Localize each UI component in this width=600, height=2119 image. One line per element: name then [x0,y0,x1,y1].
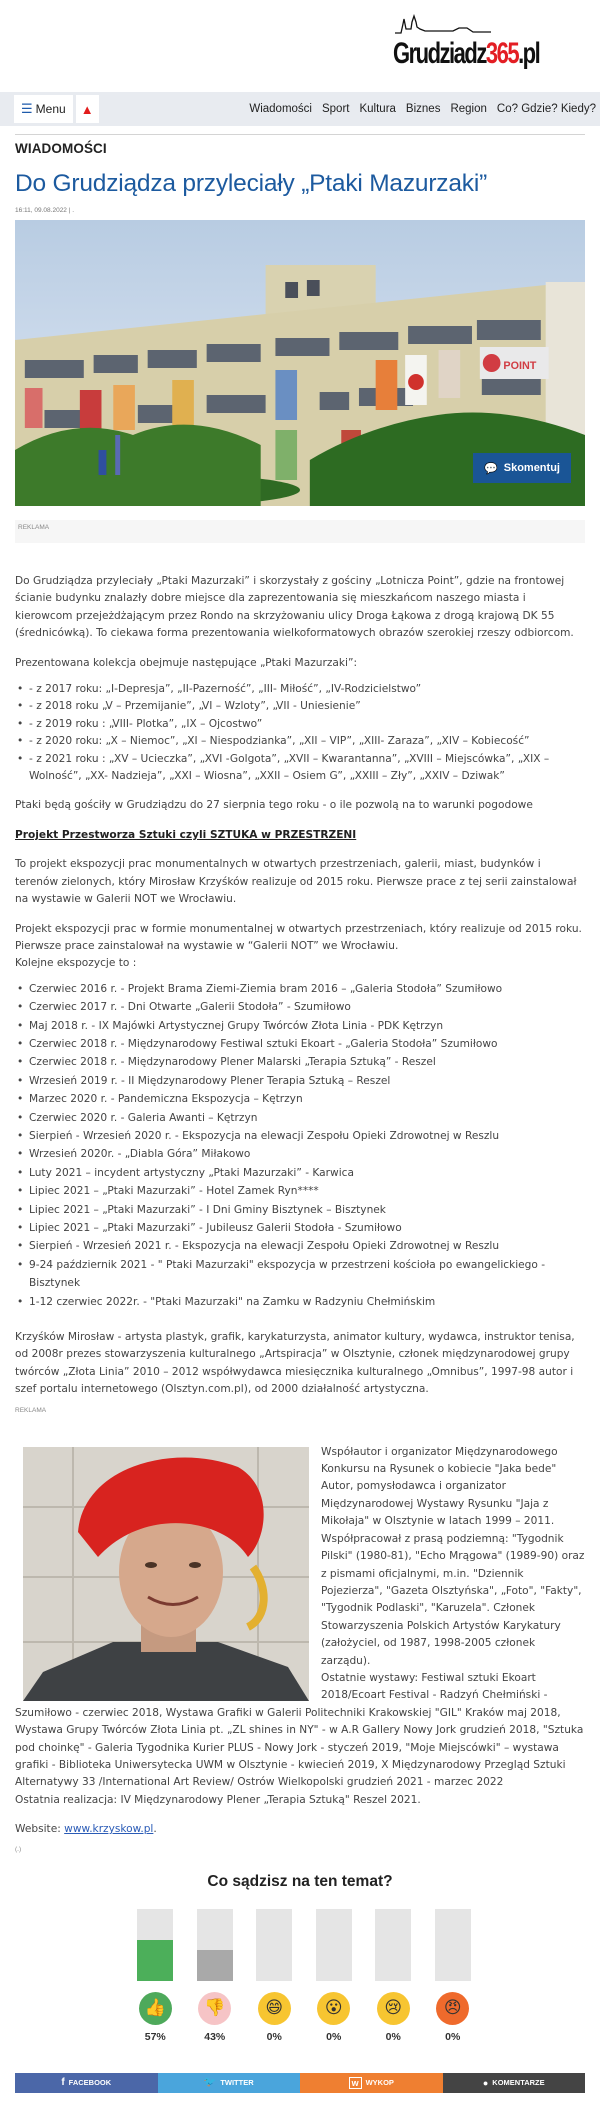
website-label: Website: [15,1823,65,1836]
list-item: • - z 2017 roku: „I-Depresja”, „II-Pazerność”, „III- Miłość”, „IV-Rodzicielstwo” [29,681,585,698]
logo-text: Grudziadz365.pl [393,36,540,70]
website-link[interactable]: www.krzyskow.pl [64,1823,154,1836]
share-wykop-button[interactable] [300,2073,443,2093]
crying-face-icon[interactable]: 😢 [377,1992,410,2025]
share-label: TWITTER [220,2078,254,2088]
site-header [0,0,600,92]
website-line [15,1821,585,1838]
nav-link-kultura[interactable]: Kultura [359,103,396,115]
nav-links [239,92,596,126]
last-realization: Ostatnia realizacja: IV Międzynarodowy Plener „Terapia Sztuką" Reszel 2021. [15,1793,421,1806]
poll-bar [375,1909,411,1981]
section-label[interactable]: WIADOMOŚCI [15,141,107,156]
nav-link-region[interactable]: Region [450,103,487,115]
project-heading: Projekt Przestworza Sztuki czyli SZTUKA w PRZESTRZENI [15,828,357,841]
svg-text:POINT: POINT [503,359,537,373]
list-item: • Lipiec 2021 – „Ptaki Mazurzaki” - Jubileusz Galerii Stodoła - Szumiłowo [29,1219,585,1237]
poll-bar [256,1909,292,1981]
dates-note: Ptaki będą gościły w Grudziądzu do 27 sierpnia tego roku - o ile pozwolą na to warunki pogodowe [15,799,533,812]
project-line: Kolejne ekspozycje to : [15,957,137,970]
list-item: • Czerwiec 2020 r. - Galeria Awanti – Kętrzyn [29,1109,585,1127]
article-body [15,573,585,1399]
poll-bar [435,1909,471,1981]
nav-link-co-gdzie-kiedy[interactable]: Co? Gdzie? Kiedy? [496,103,596,115]
hamburger-icon: ☰ [21,101,33,116]
share-label: KOMENTARZE [492,2078,545,2088]
exhibitions-list [15,980,585,1311]
bio-exhibitions: Ostatnie wystawy: Festiwal sztuki Ekoart 2018/Ecoart Festival - Radzyń Chełmiński - Szumiłowo - czerwiec 2018, Wystawa Grafiki w Galerii Politechniki Krakowskiej "GIL" Kraków maj 2018, Wystawa Grupy Twórców Złota Linia pt. „ZL shines in NY" - w A.R Gallery Nowy Jork grudzień 2018, "Sztuka pod choinkę" - Galeria Tygodnika Kurier PLUS - Nowy Jork - styczeń 2019, "Moje Miejscówki" – wystawa grafiki - Biblioteka Uniwersytecka UWM w Olsztynie - kwiecień 2019, X Międzynarodowy Przegląd Sztuki Alternatywy 33 /International Art Review/ Ostrów Wielkopolski grudzień 2021 - marzec 2022 [15,1671,584,1789]
list-item: • Czerwiec 2018 r. - Międzynarodowy Festiwal sztuki Ekoart - „Galeria Stodoła” Szumiłowo [29,1035,585,1053]
list-item: • Czerwiec 2016 r. - Projekt Brama Ziemi-Ziemia bram 2016 – „Galeria Stodoła” Szumiłowo [29,980,585,998]
list-item: • 1-12 czerwiec 2022r. - "Ptaki Mazurzaki" na Zamku w Radzyniu Chełmińskim [29,1293,585,1311]
poll-bar-fill [197,1950,233,1981]
list-item: • Sierpień - Wrzesień 2020 r. - Ekspozycja na elewacji Zespołu Opieki Zdrowotnej w Reszlu [29,1127,585,1145]
artist-bio: Krzyśków Mirosław - artysta plastyk, grafik, karykaturzysta, animator kultury, wydawca, instruktor tenisa, od 2008r prezes stowarzyszenia kulturalnego „Artspiracja” w Olsztynie, członek międzynarodowej grupy twórców „Złota Linia” 2010 – 2012 współwydawca miesięcznika kulturalnego „Omnibus”, 1997-98 autor i szef portalu internetowego (Olsztyn.com.pl), od 2000 działalność artystyczna. [15,1331,575,1396]
divider [15,134,585,135]
facebook-icon: f [61,2077,65,2089]
project-line: Projekt ekspozycji prac w formie monumentalnej w otwartych przestrzeniach, który realizuje od 2015 roku. [15,922,582,935]
poll-item-haha[interactable] [245,1909,305,2043]
menu-label: Menu [35,102,66,116]
thumbs-up-icon[interactable]: 👍 [139,1992,172,2025]
project-line: Pierwsze prace zainstalował na wystawie w “Galerii NOT” we Wrocławiu. [15,939,399,952]
list-item: • - z 2021 roku : „XV – Ucieczka”, „XVI -Golgota”, „XVII – Kwarantanna”, „XVIII – Miejscówka”, „XIX – Wolność”, „XX- Nadzieja”, „XXI – Wiosna”, „XXII – Osiem G”, „XXIII – Zły”, „XXIV – Dziwak” [29,751,585,786]
list-item: • Wrzesień 2019 r. - II Międzynarodowy Plener Terapia Sztuką – Reszel [29,1072,585,1090]
article-meta: 16:11, 09.08.2022 | . [15,207,75,214]
poll-percent: 0% [266,2030,282,2043]
poll-bar [316,1909,352,1981]
nav-link-sport[interactable]: Sport [321,103,350,115]
list-item: • Maj 2018 r. - IX Majówki Artystycznej Grupy Twórców Złota Linia - PDK Kętrzyn [29,1017,585,1035]
bio-section [15,1444,585,1810]
poll-title: Co sądzisz na ten temat? [207,1872,393,1890]
poll-bar [137,1909,173,1981]
twitter-icon: 🐦 [203,2077,217,2089]
ad-placeholder [15,520,585,543]
poll-percent: 0% [385,2030,401,2043]
share-facebook-button[interactable] [15,2073,158,2093]
poll-percent: 0% [326,2030,342,2043]
list-item: • Wrzesień 2020r. - „Diabla Góra” Miłakowo [29,1145,585,1163]
castle-skyline-icon [393,14,493,36]
list-item: • Lipiec 2021 – „Ptaki Mazurzaki” - I Dni Gminy Bisztynek – Bisztynek [29,1201,585,1219]
poll-bar-fill [137,1940,173,1981]
artist-portrait [23,1447,309,1701]
comment-icon: ● [482,2077,489,2088]
website-after: . [153,1823,157,1836]
share-label: WYKOP [365,2078,394,2088]
menu-button[interactable] [14,95,73,123]
article-title: Do Grudziądza przyleciały „Ptaki Mazurzaki” [15,170,488,197]
main-navbar [0,92,600,126]
share-bar [15,2073,585,2093]
list-item: • Lipiec 2021 – „Ptaki Mazurzaki” - Hotel Zamek Ryn**** [29,1182,585,1200]
thumbs-down-icon[interactable]: 👎 [198,1992,231,2025]
list-item: • Luty 2021 – incydent artystyczny „Ptaki Mazurzaki” - Karwica [29,1164,585,1182]
nav-link-wiadomosci[interactable]: Wiadomości [249,103,312,115]
portrait-photo [23,1447,309,1701]
collection-intro: Prezentowana kolekcja obejmuje następujące „Ptaki Mazurzaki”: [15,656,358,669]
poll-bar [197,1909,233,1981]
comment-button[interactable] [473,453,571,483]
comment-button-label: Skomentuj [503,462,560,474]
list-item: • - z 2018 roku „V – Przemijanie”, „VI – Wzloty”, „VII - Uniesienie” [29,698,585,715]
intro-paragraph: Do Grudziądza przyleciały „Ptaki Mazurzaki” i skorzystały z gościny „Lotnicza Point”, gdzie na frontowej ścianie budynku znalazły dobre miejsce dla zaprezentowania się mieszkańcom naszego miasta i kierowcom przejeżdżającym przez Rondo na skrzyżowaniu ulicy Droga Łąkowa z drogą krajową DK 55 (średnicówką). To ciekawa forma prezentowania wielkoformatowych obrazów szerokiej rzeszy odbiorcom. [15,575,574,640]
poll-item-sad[interactable] [364,1909,424,2043]
list-item: • Marzec 2020 r. - Pandemiczna Ekspozycja – Kętrzyn [29,1090,585,1108]
share-label: FACEBOOK [68,2078,112,2088]
poll-item-like[interactable] [126,1909,186,2043]
list-item: • 9-24 październik 2021 - " Ptaki Mazurzaki" ekspozycja w przestrzeni kościoła po ewangelickiego - Bisztynek [29,1256,585,1293]
speech-bubble-icon: 💬 [484,462,498,475]
poll-item-angry[interactable] [423,1909,483,2043]
nav-link-biznes[interactable]: Biznes [405,103,441,115]
laughing-face-icon[interactable]: 😄 [258,1992,291,2025]
project-paragraph-2 [15,921,585,973]
alert-button[interactable] [76,95,99,123]
list-item: • Czerwiec 2017 r. - Dni Otwarte „Galerii Stodoła” - Szumiłowo [29,998,585,1016]
reaction-poll [8,1909,600,2043]
list-item: • Czerwiec 2018 r. - Międzynarodowy Plener Malarski „Terapia Sztuką” - Reszel [29,1053,585,1071]
angry-face-icon[interactable]: 😠 [436,1992,469,2025]
share-twitter-button[interactable] [158,2073,301,2093]
poll-percent: 57% [144,2030,166,2043]
poll-item-wow[interactable] [304,1909,364,2043]
ad-label-inline: REKLAMA [15,1406,47,1414]
site-logo[interactable] [393,14,540,74]
hero-image [15,220,585,506]
poll-percent: 43% [204,2030,226,2043]
poll-item-dislike[interactable] [185,1909,245,2043]
list-item: • - z 2020 roku: „X – Niemoc”, „XI – Niespodzianka”, „XII – VIP”, „XIII- Zaraza”, „XIV – Kobiecość” [29,733,585,750]
collection-list [15,681,585,785]
ad-label: REKLAMA [18,524,50,531]
surprised-face-icon[interactable]: 😮 [317,1992,350,2025]
source-note: (.) [15,1845,22,1853]
poll-percent: 0% [445,2030,461,2043]
wykop-icon: w [349,2077,362,2089]
bio-long: Współautor i organizator Międzynarodowego Konkursu na Rysunek o kobiecie "Jaka bede" Autor, pomysłodawca i organizator Międzynarodowej Wystawy Rysunku "Jaja z Mikołaja" w Olsztynie w latach 1999 – 2011. Współpracował z prasą podziemną: "Tygodnik Pilski" (1980-81), "Echo Mrągowa" (1989-90) oraz z pismami oficjalnymi, m.in. "Dziennik Pojezierza", "Gazeta Olsztyńska", „Foto", "Fakty", "Tygodnik Podlaski", "Karuzela". Członek Stowarzyszenia Polskich Artystów Karykatury (założyciel, od 1987, 1998-2005 członek zarządu). [321,1445,585,1667]
comments-button[interactable] [443,2073,586,2093]
list-item: • Sierpień - Wrzesień 2021 r. - Ekspozycja na elewacji Zespołu Opieki Zdrowotnej w Reszlu [29,1237,585,1255]
list-item: • - z 2019 roku : „VIII- Plotka”, „IX – Ojcostwo” [29,716,585,733]
warning-icon: ▲ [80,101,94,117]
project-paragraph-1: To projekt ekspozycji prac monumentalnych w otwartych przestrzeniach, galerii, miast, budynków i terenów zielonych, który Mirosław Krzyśków realizuje od 2015 roku. Pierwsze prace z tej serii zainstalował na wystawie w Galerii NOT we Wrocławiu. [15,858,577,906]
